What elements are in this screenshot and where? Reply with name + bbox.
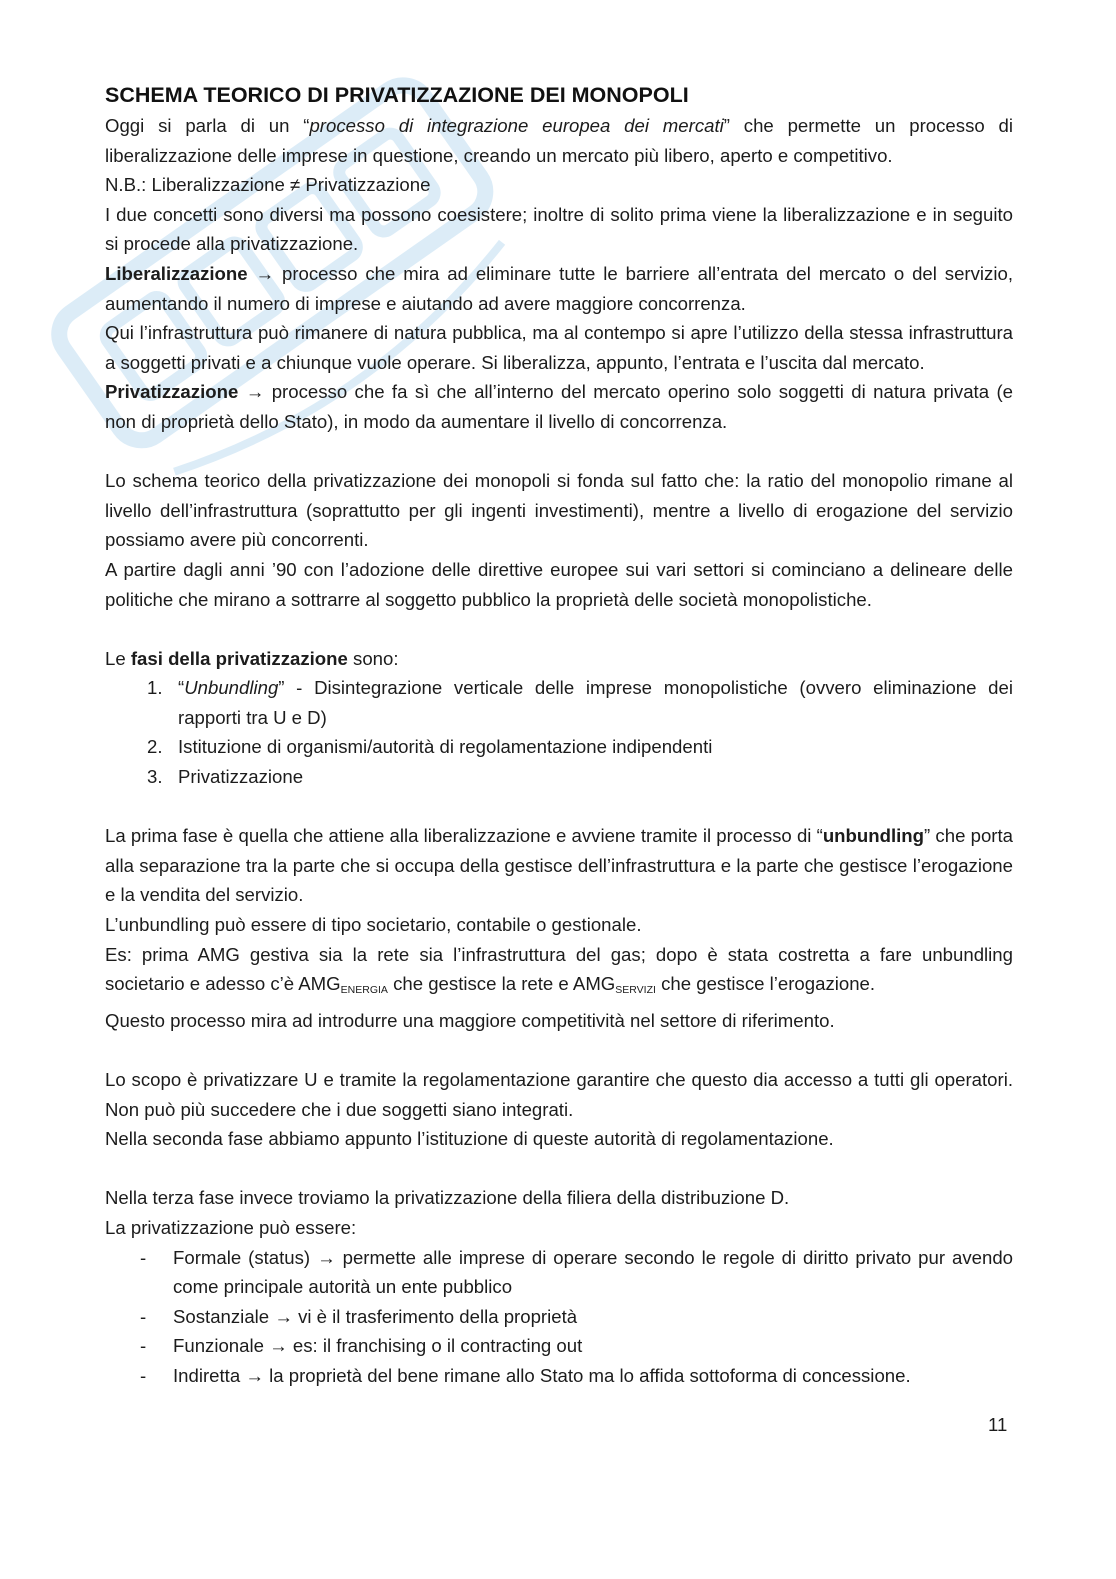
types-list <box>105 1243 1013 1391</box>
definition-liberalizzazione: Liberalizzazione → processo che mira ad eliminare tutte le barriere all’entrata del mercato o del servizio, aumentando il numero di imprese e aiutando ad avere maggiore concorrenza. <box>105 262 1013 314</box>
list-item: 3. Privatizzazione <box>147 766 304 788</box>
term-liberalizzazione: Liberalizzazione <box>105 262 248 284</box>
arrow-right-icon: → <box>255 262 275 284</box>
list-item: - Funzionale → es: il franchising o il contracting out <box>140 1335 583 1357</box>
list-item: - Formale (status) → permette alle imprese di operare secondo le regole di diritto privato pur avendo come principale autorità un ente pubblico <box>140 1246 1013 1298</box>
arrow-right-icon: → <box>317 1246 336 1268</box>
paragraph-competitivita: Questo processo mira ad introdurre una maggiore competitività nel settore di riferimento. <box>105 1009 835 1031</box>
page-number: 11 <box>988 1414 1008 1435</box>
nb-note: N.B.: Liberalizzazione ≠ Privatizzazione <box>105 174 431 196</box>
term-privatizzazione: Privatizzazione <box>105 381 239 403</box>
list-item: - Sostanziale → vi è il trasferimento della proprietà <box>140 1305 578 1327</box>
paragraph-concepts: I due concetti sono diversi ma possono coesistere; inoltre di solito prima viene la liberalizzazione e in seguito si procede alla privatizzazione. <box>105 203 1013 255</box>
paragraph-unbundling-tipi: L’unbundling può essere di tipo societario, contabile o gestionale. <box>105 914 642 936</box>
paragraph-prima-fase: La prima fase è quella che attiene alla liberalizzazione e avviene tramite il processo di “unbundling” che porta alla separazione tra la parte che si occupa della gestisce dell’infrastruttura e la parte che gestisce l’erogazione e la vendita del servizio. <box>105 825 1013 906</box>
definition-privatizzazione: Privatizzazione → processo che fa sì che all’interno del mercato operino solo soggetti di natura privata (e non di proprietà dello Stato), in modo da aumentare il livello di concorrenza. <box>105 381 1013 432</box>
arrow-right-icon: → <box>274 1305 293 1327</box>
arrow-right-icon: → <box>245 381 265 403</box>
paragraph-infrastruttura: Qui l’infrastruttura può rimanere di natura pubblica, ma al contempo si apre l’utilizzo della stessa infrastruttura a soggetti privati e a chiunque vuole operare. Si liberalizza, appunto, l’entrata e l’uscita dal mercato. <box>105 322 1013 373</box>
list-item: - Indiretta → la proprietà del bene rimane allo Stato ma lo affida sottoforma di concessione. <box>140 1364 911 1386</box>
paragraph-seconda-fase: Nella seconda fase abbiamo appunto l’istituzione di queste autorità di regolamentazione. <box>105 1128 834 1150</box>
arrow-right-icon: → <box>269 1335 288 1357</box>
paragraph-scopo: Lo scopo è privatizzare U e tramite la regolamentazione garantire che questo dia accesso a tutti gli operatori. Non può più succedere che i due soggetti siano integrati. <box>105 1069 1013 1120</box>
paragraph-anni-90: A partire dagli anni ’90 con l’adozione delle direttive europee sui vari settori si cominciano a delineare delle politiche che mirano a sottrarre al soggetto pubblico la proprietà delle società monopolistiche. <box>105 558 1013 610</box>
arrow-right-icon: → <box>245 1364 264 1386</box>
list-item: 1. “Unbundling” - Disintegrazione verticale delle imprese monopolistiche (ovvero eliminazione dei rapporti tra U e D) <box>147 677 1013 728</box>
list-item: 2. Istituzione di organismi/autorità di regolamentazione indipendenti <box>147 736 713 758</box>
document-page <box>105 80 1013 1391</box>
paragraph-tipi-privatizzazione: La privatizzazione può essere: <box>105 1216 357 1238</box>
paragraph-terza-fase: Nella terza fase invece troviamo la privatizzazione della filiera della distribuzione D. <box>105 1187 790 1209</box>
paragraph-esempio-amg: Es: prima AMG gestiva sia la rete sia l’infrastruttura del gas; dopo è stata costretta a fare unbundling societario e adesso c’è $AMG_{ENERGIA}$ che gestisce la rete e $AMG_{SERVIZI}$ che gestisce l’erogazione. <box>105 943 1013 997</box>
phases-intro: Le fasi della privatizzazione sono: <box>105 647 399 669</box>
paragraph-schema: Lo schema teorico della privatizzazione dei monopoli si fonda sul fatto che: la ratio del monopolio rimane al livello dell’infrastruttura (soprattutto per gli ingenti investimenti), mentre a livello di erogazione del servizio possiamo avere più concorrenti. <box>105 470 1013 551</box>
paragraph-intro: Oggi si parla di un “processo di integrazione europea dei mercati” che permette un processo di liberalizzazione delle imprese in questione, creando un mercato più libero, aperto e competitivo. <box>105 115 1013 166</box>
phases-list <box>105 673 1013 791</box>
page-title: SCHEMA TEORICO DI PRIVATIZZAZIONE DEI MONOPOLI <box>105 83 689 107</box>
